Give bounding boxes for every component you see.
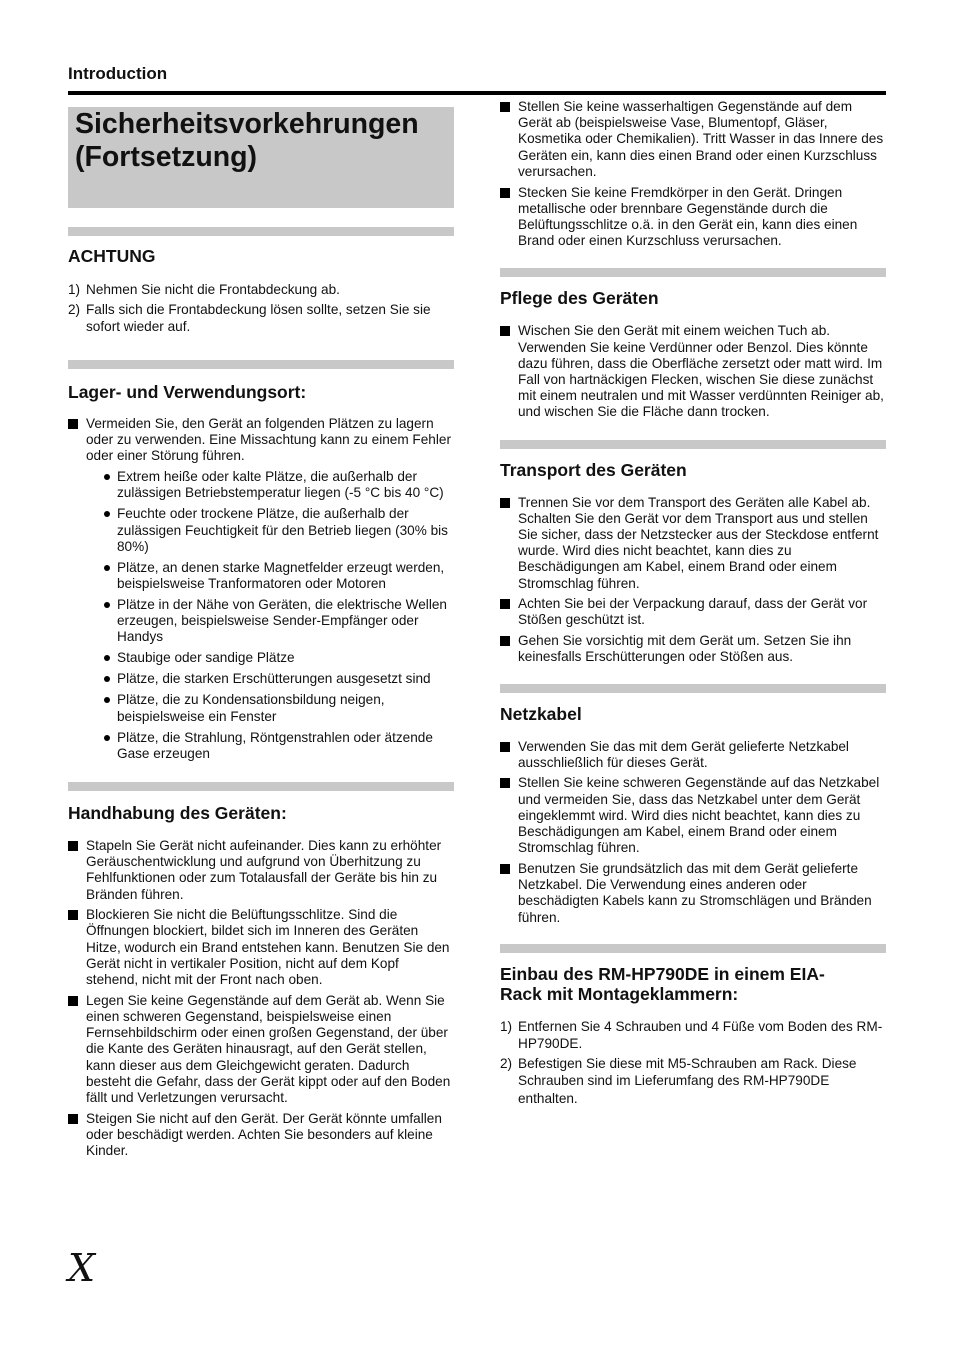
round-bullet-icon [104, 474, 110, 480]
heading-achtung: ACHTUNG [68, 246, 156, 266]
square-bullet-icon [500, 599, 510, 609]
sub-list-item [86, 730, 454, 762]
item-text: Verwenden Sie das mit dem Gerät gelieferte Netzkabel ausschließlich für dieses Gerät. [518, 738, 849, 770]
item-text: Nehmen Sie nicht die Frontabdeckung ab. [86, 282, 340, 297]
square-bullet-icon [500, 102, 510, 112]
handhabung-continued-list [500, 99, 886, 249]
list-item [500, 495, 886, 592]
square-bullet-icon [500, 778, 510, 788]
sub-list-item [86, 597, 454, 646]
item-text: Falls sich die Frontabdeckung lösen sollte, setzen Sie sie sofort wieder auf. [86, 301, 431, 334]
list-item [500, 185, 886, 250]
item-text: Gehen Sie vorsichtig mit dem Gerät um. Setzen Sie ihn keinesfalls Erschütterungen oder Stößen aus. [518, 633, 852, 665]
item-text: Staubige oder sandige Plätze [117, 650, 295, 666]
list-item [500, 99, 886, 180]
round-bullet-icon [104, 697, 110, 703]
section-pflege [500, 268, 886, 420]
item-text: Trennen Sie vor dem Transport des Geräten alle Kabel ab. Schalten Sie den Gerät vor dem Transport aus und stellen Sie sicher, dass der Netzstecker aus der Steckdose entfernt wurde. Wird dies nicht beachtet, kann dies zu Beschädigungen am Kabel, einem Brand oder einem Stromschlag führen. [518, 494, 879, 591]
section-divider [500, 684, 886, 693]
round-bullet-icon [104, 602, 110, 608]
title-box [68, 107, 454, 208]
list-item [68, 281, 454, 299]
sub-list-item [86, 650, 454, 666]
list-item [500, 1018, 886, 1053]
item-text: Blockieren Sie nicht die Belüftungsschlitze. Sind die Öffnungen blockiert, bildet sich im Inneren des Geräten Hitze, wodurch ein Brand entstehen kann. Benutzen Sie den Gerät nicht in vertikaler Position, nicht auf dem Kopf stehend, nicht mit der Front nach oben. [86, 907, 450, 988]
item-text: Plätze, die Strahlung, Röntgenstrahlen oder ätzende Gase erzeugen [117, 729, 433, 761]
lager-list [68, 416, 454, 762]
section-divider [500, 268, 886, 277]
square-bullet-icon [500, 188, 510, 198]
achtung-list [68, 281, 454, 336]
heading-line2: Rack mit Montageklammern: [500, 983, 739, 1004]
item-text: Entfernen Sie 4 Schrauben und 4 Füße vom Boden des RM-HP790DE. [518, 1018, 883, 1052]
item-text: Stecken Sie keine Fremdkörper in den Gerät. Dringen metallische oder brennbare Gegenstände durch die Belüftungsschlitze o.ä. in den Gerät ein, kann dies einen Brand oder einen Kurzschluss verursachen. [518, 184, 858, 249]
item-text: Plätze, an denen starke Magnetfelder erzeugt werden, beispielsweise Tranformatoren oder Motoren [117, 559, 445, 591]
item-text: Stellen Sie keine schweren Gegenstände auf das Netzkabel und vermeiden Sie, dass das Netzkabel unter dem Gerät eingeklemmt wird. Wird dies nicht beachtet, kann dies zu Beschädigungen am Kabel, einem Brand oder einem Stromschlag führen. [518, 775, 880, 856]
heading-pflege: Pflege des Geräten [500, 288, 659, 309]
section-divider [500, 440, 886, 449]
round-bullet-icon [104, 565, 110, 571]
list-item [68, 993, 454, 1106]
list-item [500, 1055, 886, 1108]
section-divider [68, 360, 454, 369]
section-transport [500, 440, 886, 666]
page-title-line1: Sicherheitsvorkehrungen [75, 108, 419, 140]
sub-list-item [86, 469, 454, 501]
item-text: Legen Sie keine Gegenstände auf dem Gerät ab. Wenn Sie einen schweren Gegenstand, beispielsweise einen Fernsehbildschirm oder einen großen Gegenstand, der über die Kante des Geräten hinausragt, auf den Gerät stellen, kann dieser aus dem Gleichgewicht geraten. Dadurch besteht die Gefahr, dass der Gerät kippt oder auf den Boden fällt und Verletzungen verursacht. [86, 992, 451, 1105]
item-text: Feuchte oder trockene Plätze, die außerhalb der zulässigen Feuchtigkeit für den Betrieb liegen (30% bis 80%) [117, 506, 448, 554]
transport-list [500, 495, 886, 666]
square-bullet-icon [500, 742, 510, 752]
list-item [500, 633, 886, 665]
round-bullet-icon [104, 735, 110, 741]
heading-transport: Transport des Geräten [500, 459, 687, 480]
list-item [68, 301, 454, 336]
list-item [500, 739, 886, 771]
heading-handhabung: Handhabung des Geräten: [68, 802, 287, 823]
square-bullet-icon [500, 636, 510, 646]
square-bullet-icon [68, 1114, 78, 1124]
section-einbau [500, 944, 886, 1108]
round-bullet-icon [104, 511, 110, 517]
item-text: Plätze, die starken Erschütterungen ausgesetzt sind [117, 671, 431, 687]
heading-einbau [500, 964, 886, 1004]
section-handhabung [68, 782, 454, 1159]
square-bullet-icon [68, 841, 78, 851]
right-column [500, 99, 886, 1109]
left-column [68, 227, 454, 1164]
list-item [500, 775, 886, 856]
item-text: Extrem heiße oder kalte Plätze, die außerhalb der zulässigen Betriebstemperatur liegen (-5 °C bis 40 °C) [117, 469, 444, 501]
item-text: Vermeiden Sie, den Gerät an folgenden Plätzen zu lagern oder zu verwenden. Eine Missachtung kann zu einem Fehler oder einer Störung führen. [86, 415, 451, 463]
section-lager [68, 360, 454, 762]
item-number: 1) [500, 1018, 513, 1034]
page-title-line2: (Fortsetzung) [75, 141, 258, 173]
section-achtung [68, 227, 454, 336]
square-bullet-icon [500, 326, 510, 336]
pflege-list [500, 323, 886, 420]
list-item [500, 861, 886, 926]
list-item [68, 838, 454, 903]
list-item [68, 907, 454, 988]
square-bullet-icon [500, 498, 510, 508]
section-label: Introduction [68, 64, 168, 83]
round-bullet-icon [104, 655, 110, 661]
section-netzkabel [500, 684, 886, 926]
item-number: 1) [68, 282, 81, 297]
item-text: Benutzen Sie grundsätzlich das mit dem Gerät gelieferte Netzkabel. Die Verwendung eines anderen oder beschädigten Kabels kann zu Stromschlägen und Bränden führen. [518, 861, 872, 925]
section-divider [68, 782, 454, 791]
list-item [500, 323, 886, 420]
handhabung-list [68, 838, 454, 1159]
item-text: Plätze, die zu Kondensationsbildung neigen, beispielsweise ein Fenster [117, 692, 385, 724]
square-bullet-icon [68, 910, 78, 920]
page-title [68, 107, 454, 174]
sub-list-item [86, 506, 454, 555]
heading-netzkabel: Netzkabel [500, 703, 582, 724]
heading-line1: Einbau des RM-HP790DE in einem EIA- [500, 963, 825, 984]
list-item [68, 1111, 454, 1160]
item-text: Stapeln Sie Gerät nicht aufeinander. Dies kann zu erhöhter Geräuschentwicklung und aufgrund von Überhitzung zu Fehlfunktionen oder zum Totalausfall der Geräte bis hin zu Bränden führen. [86, 837, 442, 902]
item-number: 2) [500, 1055, 513, 1071]
item-text: Plätze in der Nähe von Geräten, die elektrische Wellen erzeugen, beispielsweise Sender-Empfänger oder Handys [117, 596, 447, 645]
netzkabel-list [500, 739, 886, 926]
item-text: Achten Sie bei der Verpackung darauf, dass der Gerät vor Stößen geschützt ist. [518, 596, 868, 628]
sub-list-item [86, 692, 454, 724]
sub-list-item [86, 671, 454, 687]
sub-list-item [86, 560, 454, 592]
list-item [500, 596, 886, 628]
item-text: Steigen Sie nicht auf den Gerät. Der Gerät könnte umfallen oder beschädigt werden. Achten Sie besonders auf kleine Kinder. [86, 1110, 442, 1159]
lager-sub-list [86, 469, 454, 762]
section-divider [68, 227, 454, 236]
item-text: Stellen Sie keine wasserhaltigen Gegenstände auf dem Gerät ab (beispielsweise Vase, Blumentopf, Gläser, Kosmetika oder Chemikalien). Tritt Wasser in das Innere des Geräten ein, kann dies einen Brand oder einen Kurzschluss verursachen. [518, 99, 884, 179]
round-bullet-icon [104, 676, 110, 682]
list-item [68, 416, 454, 762]
section-divider [500, 944, 886, 953]
item-text: Wischen Sie den Gerät mit einem weichen Tuch ab. Verwenden Sie keine Verdünner oder Benzol. Dies könnte dazu führen, dass die Oberfläche zersetzt oder matt wird. Im Fall von hartnäckigen Flecken, wischen Sie diese zunächst mit einem neutralen und mit Wasser verdünnten Reiniger ab, und wischen Sie die Fläche dann trocken. [518, 323, 884, 420]
header-rule [68, 91, 886, 95]
square-bullet-icon [68, 419, 78, 429]
square-bullet-icon [68, 996, 78, 1006]
item-text: Befestigen Sie diese mit M5-Schrauben am Rack. Diese Schrauben sind im Lieferumfang des RM-HP790DE enthalten. [518, 1055, 857, 1106]
einbau-list [500, 1018, 886, 1108]
item-number: 2) [68, 301, 81, 317]
page-number: X [68, 1246, 96, 1290]
square-bullet-icon [500, 864, 510, 874]
heading-lager: Lager- und Verwendungsort: [68, 381, 307, 402]
